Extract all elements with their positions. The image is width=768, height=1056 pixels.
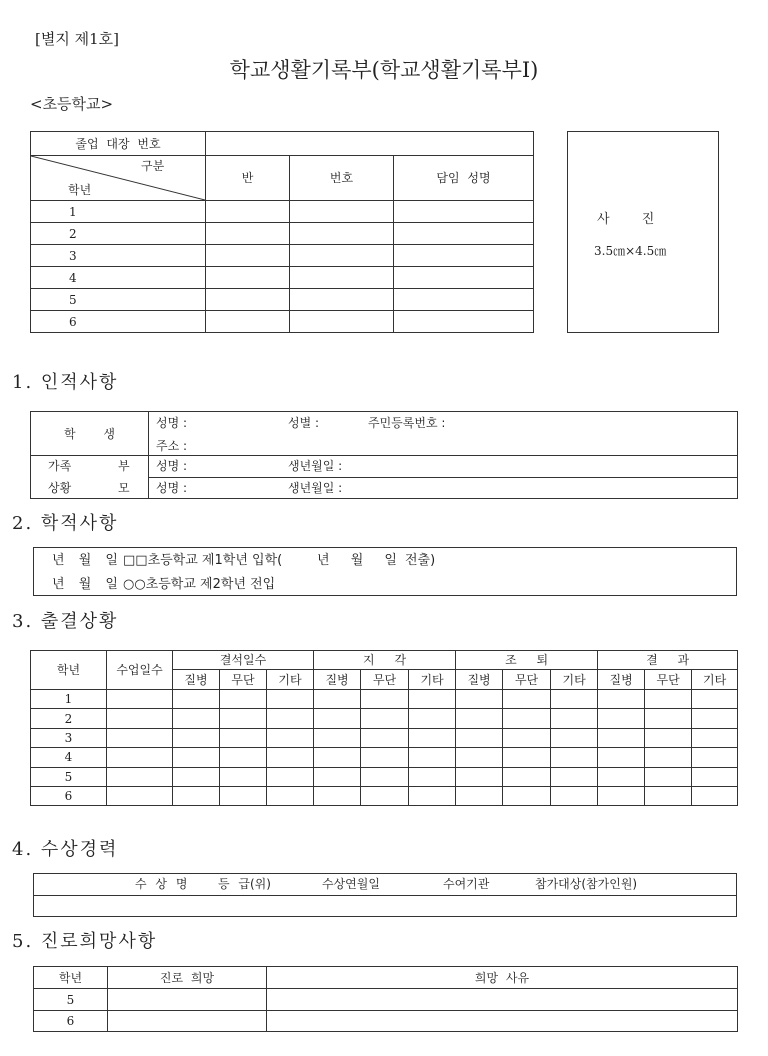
attendance-count-cell (173, 786, 220, 805)
number-column-header: 번호 (290, 156, 394, 201)
graduation-row (31, 132, 534, 156)
attendance-count-cell (551, 690, 598, 709)
mother-info-cell (149, 478, 738, 499)
attendance-group-header-row (31, 651, 738, 670)
mother-name-label: 성명 : (156, 481, 188, 495)
attendance-row-grade: 1 (31, 690, 107, 709)
teacher-cell (394, 245, 534, 267)
sub-header-other: 기타 (692, 670, 738, 690)
attendance-count-cell (220, 709, 267, 728)
attendance-days-cell (107, 767, 173, 786)
attendance-count-cell (173, 709, 220, 728)
attendance-count-cell (267, 709, 314, 728)
awards-empty-row (34, 896, 736, 916)
transfer-out-date: 년 월 일 (317, 553, 397, 568)
sub-header-illness: 질병 (314, 670, 361, 690)
family-label-bottom: 상황 (48, 481, 72, 495)
attendance-count-cell (503, 767, 551, 786)
class-row-grade: 6 (31, 311, 206, 333)
awards-header-row (34, 874, 736, 896)
class-row-grade: 3 (31, 245, 206, 267)
attendance-count-cell (361, 728, 409, 747)
attendance-count-cell (503, 748, 551, 767)
attendance-count-cell (551, 767, 598, 786)
enrollment-date: 년 월 일 (52, 553, 118, 568)
class-cell (206, 311, 290, 333)
awards-table (33, 873, 737, 917)
attendance-count-cell (456, 690, 503, 709)
attendance-count-cell (361, 786, 409, 805)
transfer-out-text: 전출) (405, 553, 436, 568)
class-row (31, 245, 534, 267)
attendance-count-cell (361, 709, 409, 728)
form-number: [별지 제1호] (35, 30, 119, 48)
attendance-count-cell (692, 690, 738, 709)
attendance-count-cell (314, 748, 361, 767)
attendance-count-cell (645, 786, 692, 805)
attendance-count-cell (409, 728, 456, 747)
photo-label: 사 진 (597, 212, 655, 227)
school-level: <초등학교> (30, 95, 114, 113)
sub-header-other: 기타 (551, 670, 598, 690)
class-row-grade: 4 (31, 267, 206, 289)
attendance-count-cell (551, 786, 598, 805)
transfer-in-text: ○○초등학교 제2학년 전입 (123, 577, 276, 592)
class-column-header: 반 (206, 156, 290, 201)
attendance-count-cell (503, 728, 551, 747)
sub-header-unexcused: 무단 (645, 670, 692, 690)
diagonal-bottom-label: 학년 (68, 183, 92, 197)
missed-class-group-header: 결 과 (598, 651, 738, 670)
attendance-row-grade: 6 (31, 786, 107, 805)
father-info (149, 456, 737, 477)
award-issuer-header: 수여기관 (443, 877, 490, 891)
teacher-column-header: 담임 성명 (394, 156, 534, 201)
attendance-count-cell (503, 786, 551, 805)
number-cell (290, 201, 394, 223)
attendance-count-cell (645, 709, 692, 728)
student-address-label: 주소 : (156, 439, 188, 453)
attendance-days-cell (107, 709, 173, 728)
student-name-label: 성명 : (156, 416, 188, 430)
graduation-label: 졸업 대장 번호 (31, 132, 206, 156)
class-row-grade: 2 (31, 223, 206, 245)
career-header-row (34, 967, 738, 989)
late-group-header: 지 각 (314, 651, 456, 670)
early-leave-group-header: 조 퇴 (456, 651, 598, 670)
attendance-row-grade: 2 (31, 709, 107, 728)
career-row (34, 989, 738, 1011)
attendance-count-cell (551, 748, 598, 767)
number-cell (290, 311, 394, 333)
sub-header-unexcused: 무단 (220, 670, 267, 690)
attendance-count-cell (409, 786, 456, 805)
attendance-row (31, 786, 738, 805)
enrollment-text: □□초등학교 제1학년 입학( (123, 553, 283, 568)
career-reason-header: 희망 사유 (267, 967, 738, 989)
sub-header-illness: 질병 (456, 670, 503, 690)
student-rrn-label: 주민등록번호 : (368, 416, 446, 430)
father-birth-label: 생년월일 : (288, 459, 343, 473)
father-name-label: 성명 : (156, 459, 188, 473)
attendance-row (31, 748, 738, 767)
attendance-count-cell (361, 690, 409, 709)
student-info-cell (149, 412, 738, 456)
attendance-count-cell (173, 728, 220, 747)
student-row (31, 412, 738, 456)
sub-header-unexcused: 무단 (361, 670, 409, 690)
class-table (30, 131, 534, 333)
attendance-count-cell (220, 748, 267, 767)
diagonal-header-cell (31, 156, 206, 201)
attendance-count-cell (645, 748, 692, 767)
family-labels (31, 456, 148, 498)
attendance-count-cell (220, 767, 267, 786)
document-title: 학교생활기록부(학교생활기록부Ⅰ) (229, 58, 539, 82)
attendance-count-cell (503, 709, 551, 728)
student-gender-label: 성별 : (288, 416, 320, 430)
teacher-cell (394, 311, 534, 333)
attendance-count-cell (598, 786, 645, 805)
attendance-count-cell (692, 709, 738, 728)
attendance-count-cell (409, 709, 456, 728)
career-reason-cell (267, 989, 738, 1011)
graduation-number-cell (206, 132, 534, 156)
attendance-count-cell (598, 748, 645, 767)
transfer-in-date: 년 월 일 (52, 577, 118, 592)
attendance-count-cell (503, 690, 551, 709)
family-label-top: 가족 (48, 459, 72, 473)
class-row-grade: 1 (31, 201, 206, 223)
class-cell (206, 201, 290, 223)
family-label-cell (31, 456, 149, 499)
section-heading-personal: 1. 인적사항 (12, 372, 119, 393)
section-heading-enrollment: 2. 학적사항 (12, 513, 119, 534)
attendance-days-header: 수업일수 (107, 651, 173, 690)
class-cell (206, 267, 290, 289)
mother-label: 모 (118, 481, 130, 495)
class-header-row (31, 156, 534, 201)
award-name-header: 수 상 명 (135, 877, 188, 891)
student-info (149, 412, 737, 455)
attendance-count-cell (456, 767, 503, 786)
attendance-row (31, 767, 738, 786)
attendance-table (30, 650, 738, 806)
attendance-days-cell (107, 748, 173, 767)
number-cell (290, 267, 394, 289)
attendance-count-cell (598, 709, 645, 728)
attendance-count-cell (645, 690, 692, 709)
attendance-count-cell (314, 709, 361, 728)
father-row (31, 456, 738, 478)
attendance-row-grade: 5 (31, 767, 107, 786)
enrollment-box (33, 547, 737, 596)
section-heading-career: 5. 진로희망사항 (12, 931, 158, 952)
attendance-days-cell (107, 728, 173, 747)
attendance-row (31, 709, 738, 728)
class-row (31, 201, 534, 223)
attendance-count-cell (692, 786, 738, 805)
attendance-count-cell (314, 786, 361, 805)
number-cell (290, 289, 394, 311)
attendance-row-grade: 3 (31, 728, 107, 747)
sub-header-other: 기타 (267, 670, 314, 690)
attendance-count-cell (267, 786, 314, 805)
mother-info (149, 478, 737, 498)
class-row (31, 267, 534, 289)
class-cell (206, 223, 290, 245)
attendance-count-cell (267, 767, 314, 786)
attendance-count-cell (361, 767, 409, 786)
diagonal-line (31, 156, 205, 200)
attendance-count-cell (267, 748, 314, 767)
attendance-days-cell (107, 786, 173, 805)
attendance-count-cell (645, 728, 692, 747)
class-cell (206, 245, 290, 267)
award-participants-header: 참가대상(참가인원) (535, 877, 638, 891)
photo-size: 3.5㎝×4.5㎝ (594, 244, 667, 258)
attendance-count-cell (645, 767, 692, 786)
number-cell (290, 245, 394, 267)
attendance-count-cell (456, 728, 503, 747)
attendance-count-cell (598, 690, 645, 709)
sub-header-illness: 질병 (598, 670, 645, 690)
class-row (31, 289, 534, 311)
attendance-row-grade: 4 (31, 748, 107, 767)
diagonal-top-label: 구분 (141, 159, 165, 173)
teacher-cell (394, 201, 534, 223)
attendance-count-cell (267, 690, 314, 709)
attendance-count-cell (314, 767, 361, 786)
sub-header-other: 기타 (409, 670, 456, 690)
attendance-count-cell (314, 690, 361, 709)
attendance-count-cell (173, 748, 220, 767)
attendance-count-cell (173, 767, 220, 786)
attendance-count-cell (409, 767, 456, 786)
attendance-count-cell (220, 786, 267, 805)
attendance-count-cell (456, 786, 503, 805)
class-cell (206, 289, 290, 311)
class-row (31, 223, 534, 245)
attendance-count-cell (598, 728, 645, 747)
career-reason-cell (267, 1011, 738, 1032)
teacher-cell (394, 289, 534, 311)
attendance-row (31, 690, 738, 709)
class-row (31, 311, 534, 333)
attendance-count-cell (314, 728, 361, 747)
career-row-grade: 5 (34, 989, 108, 1011)
attendance-count-cell (551, 709, 598, 728)
attendance-count-cell (692, 767, 738, 786)
attendance-count-cell (551, 728, 598, 747)
award-date-header: 수상연월일 (322, 877, 380, 891)
personal-table (30, 411, 738, 499)
award-rank-header: 등 급(위) (218, 877, 271, 891)
attendance-count-cell (220, 690, 267, 709)
attendance-count-cell (692, 748, 738, 767)
attendance-count-cell (456, 748, 503, 767)
attendance-count-cell (692, 728, 738, 747)
attendance-count-cell (409, 690, 456, 709)
attendance-row (31, 728, 738, 747)
career-hope-cell (108, 989, 267, 1011)
attendance-count-cell (598, 767, 645, 786)
attendance-grade-header: 학년 (31, 651, 107, 690)
photo-box (567, 131, 719, 333)
attendance-count-cell (409, 748, 456, 767)
father-label: 부 (118, 459, 130, 473)
father-info-cell (149, 456, 738, 478)
absence-group-header: 결석일수 (173, 651, 314, 670)
student-label: 학 생 (31, 412, 149, 456)
diagonal-header (31, 156, 205, 200)
number-cell (290, 223, 394, 245)
career-row-grade: 6 (34, 1011, 108, 1032)
career-table (33, 966, 738, 1032)
teacher-cell (394, 223, 534, 245)
career-grade-header: 학년 (34, 967, 108, 989)
mother-birth-label: 생년월일 : (288, 481, 343, 495)
sub-header-unexcused: 무단 (503, 670, 551, 690)
teacher-cell (394, 267, 534, 289)
attendance-count-cell (220, 728, 267, 747)
attendance-count-cell (173, 690, 220, 709)
attendance-count-cell (267, 728, 314, 747)
attendance-count-cell (456, 709, 503, 728)
class-row-grade: 5 (31, 289, 206, 311)
career-hope-cell (108, 1011, 267, 1032)
career-hope-header: 진로 희망 (108, 967, 267, 989)
sub-header-illness: 질병 (173, 670, 220, 690)
career-row (34, 1011, 738, 1032)
section-heading-awards: 4. 수상경력 (12, 839, 119, 860)
attendance-days-cell (107, 690, 173, 709)
section-heading-attendance: 3. 출결상황 (12, 611, 119, 632)
attendance-body (31, 690, 738, 806)
attendance-count-cell (361, 748, 409, 767)
